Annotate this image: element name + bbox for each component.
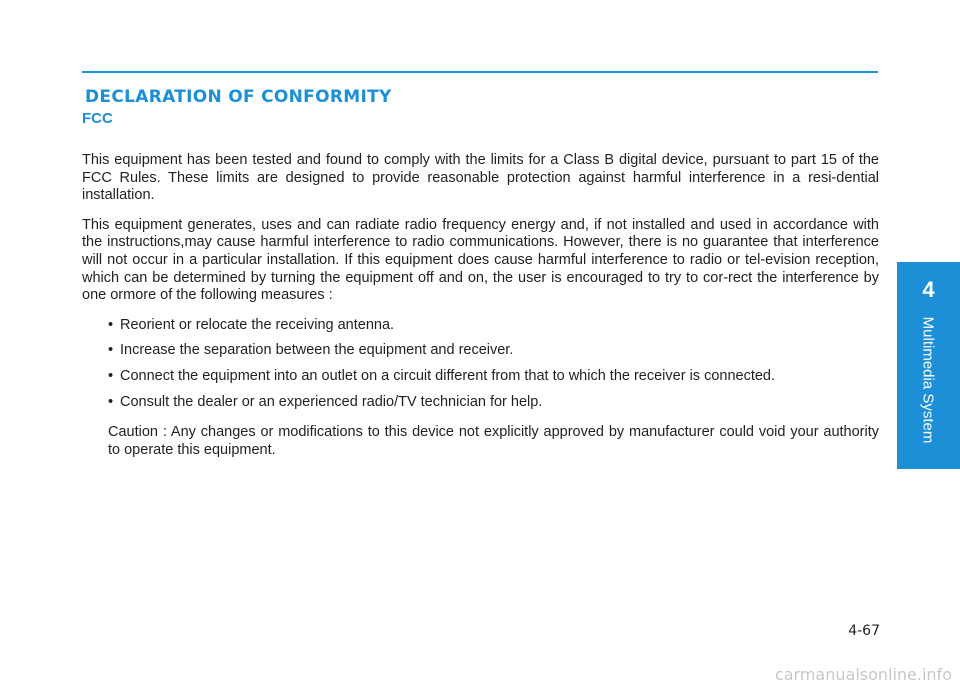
bullet-icon: •: [108, 367, 114, 384]
list-item-text: Connect the equipment into an outlet on a circuit different from that to which the receiver is connected.: [120, 367, 776, 384]
chapter-number: 4: [922, 277, 935, 302]
list-item: [108, 394, 879, 412]
list-item-text: Consult the dealer or an experienced radio/TV technician for help.: [120, 393, 543, 410]
list-item: [108, 368, 879, 386]
list-item: [108, 317, 879, 335]
caution-note: Caution : Any changes or modifications to this device not explicitly approved by manufacturer could void your authority to operate this equipment.: [108, 424, 879, 458]
bullet-icon: •: [108, 342, 114, 359]
header-rule: [82, 71, 878, 73]
chapter-label: Multimedia System: [919, 316, 937, 444]
bullet-icon: •: [108, 393, 114, 410]
subheading-fcc: FCC: [82, 110, 113, 127]
paragraph-compliance: This equipment has been tested and found to comply with the limits for a Class B digital device, pursuant to part 15 of the FCC Rules. These limits are designed to provide reasonable protection against harmful interference in a resi-dential installation.: [82, 152, 879, 204]
measures-list: [82, 317, 879, 411]
chapter-tab: [897, 262, 960, 469]
main-content: [82, 152, 879, 471]
paragraph-interference: This equipment generates, uses and can radiate radio frequency energy and, if not installed and used in accordance with the instructions,may cause harmful interference to radio communications. However, there is no guarantee that interference will not occur in a particular installation. If this equipment does cause harmful interference to radio or tel-evision reception, which can be determined by turning the equipment off and on, the user is encouraged to try to cor-rect the interference by one ormore of the following measures :: [82, 216, 879, 304]
section-title: DECLARATION OF CONFORMITY: [85, 87, 392, 107]
bullet-icon: •: [108, 316, 114, 333]
list-item-text: Reorient or relocate the receiving antenna.: [120, 316, 395, 333]
watermark: carmanualsonline.info: [774, 665, 952, 684]
list-item-text: Increase the separation between the equipment and receiver.: [120, 342, 514, 359]
page-number: 4-67: [848, 623, 880, 639]
list-item: [108, 342, 879, 360]
